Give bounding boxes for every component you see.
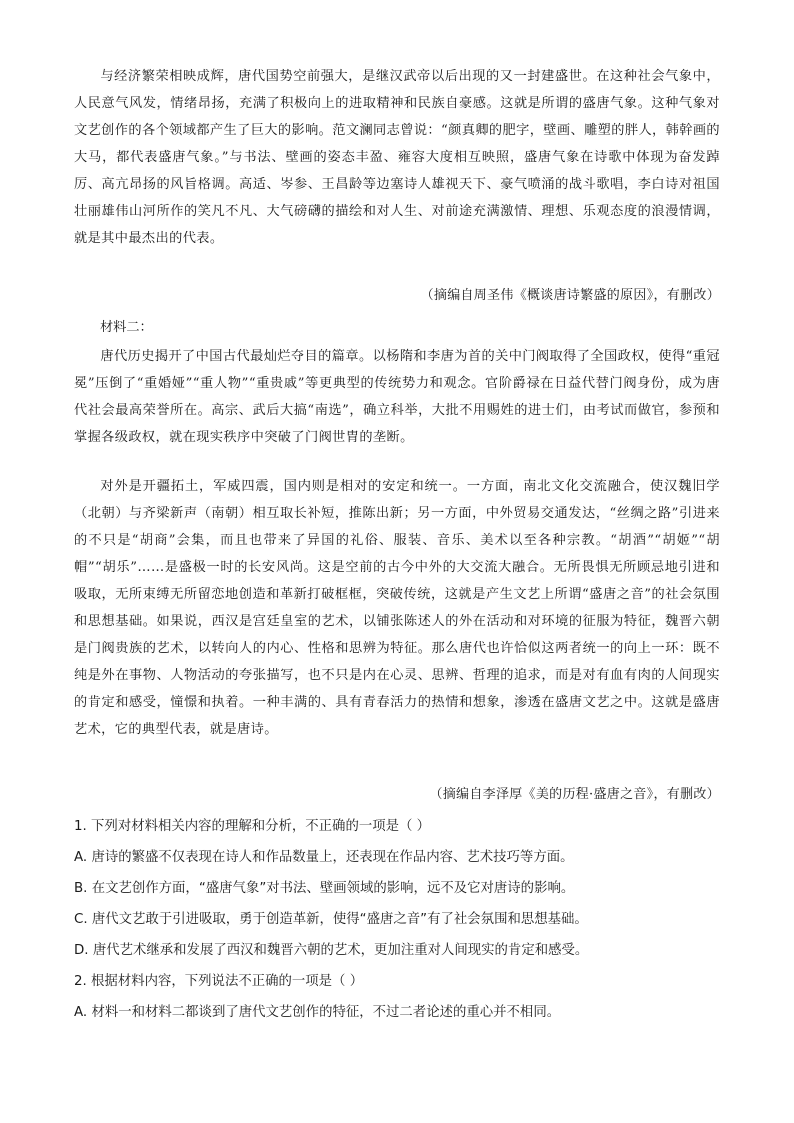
source-citation-2: （摘编自李泽厚《美的历程·盛唐之音》，有删改） [429, 787, 720, 802]
question-1-option-b: B. 在文艺创作方面，“盛唐气象”对书法、壁画领域的影响，远不及它对唐诗的影响。 [74, 881, 575, 896]
material-2-paragraph-2: 对外是开疆拓土，军威四震，国内则是相对的安定和统一。一方面，南北文化交流融合，使汉魏旧学（北朝）与齐梁新声（南朝）相互取长补短，推陈出新；另一方面，中外贸易交通发达，“丝绸之路”引进来的不只是“胡商”会集，而且也带来了异国的礼俗、服装、音乐、美术以至各种宗教。“胡酒”“胡姬”“胡帽”“胡乐”……是盛极一时的长安风尚。这是空前的古今中外的大交流大融合。无所畏惧无所顾忌地引进和吸取，无所束缚无所留恋地创造和革新打破框框，突破传统，这就是产生文艺上所谓“盛唐之音”的社会氛围和思想基础。如果说，西汉是宫廷皇室的艺术，以铺张陈述人的外在活动和对环境的征服为特征，魏晋六朝是门阀贵族的艺术，以转向人的内心、性格和思辨为特征。那么唐代也许恰似这两者统一的向上一环：既不纯是外在事物、人物活动的夸张描写，也不只是内在心灵、思辨、哲理的追求，而是对有血有肉的人间现实的肯定和感受，憧憬和执着。一种丰满的、具有青春活力的热情和想象，渗透在盛唐文艺之中。这就是盛唐艺术，它的典型代表，就是唐诗。 [74, 479, 720, 737]
question-1-option-d: D. 唐代艺术继承和发展了西汉和魏晋六朝的艺术，更加注重对人间现实的肯定和感受。 [74, 943, 589, 958]
question-1-option-a: A. 唐诗的繁盛不仅表现在诗人和作品数量上，还表现在作品内容、艺术技巧等方面。 [74, 850, 574, 865]
material-2-heading: 材料二： [100, 320, 153, 335]
material-2-paragraph-1: 唐代历史揭开了中国古代最灿烂夺目的篇章。以杨隋和李唐为首的关中门阀取得了全国政权，使得“重冠冕”压倒了“重婚娅”“重人物”“重贵戚”等更典型的传统势力和观念。官阶爵禄在日益代替门阀身份，成为唐代社会最高荣誉所在。高宗、武后大搞“南选”，确立科举，大批不用赐姓的进士们，由考试而做官，参预和掌握各级政权，就在现实秩序中突破了门阀世胄的垄断。 [74, 349, 720, 445]
question-2-option-a: A. 材料一和材料二都谈到了唐代文艺创作的特征，不过二者论述的重心并不相同。 [74, 1005, 561, 1020]
question-2-stem: 2. 根据材料内容，下列说法不正确的一项是（ ） [74, 974, 364, 989]
question-1-stem: 1. 下列对材料相关内容的理解和分析，不正确的一项是（ ） [74, 819, 431, 834]
question-1-option-c: C. 唐代文艺敢于引进吸取，勇于创造革新，使得“盛唐之音”有了社会氛围和思想基础。 [74, 912, 588, 927]
passage-paragraph-1: 与经济繁荣相映成辉，唐代国势空前强大，是继汉武帝以后出现的又一封建盛世。在这种社会气象中，人民意气风发，情绪昂扬，充满了积极向上的进取精神和民族自豪感。这就是所谓的盛唐气象。这种气象对文艺创作的各个领域都产生了巨大的影响。范文澜同志曾说：“颜真卿的肥字，壁画、雕塑的胖人，韩幹画的大马，都代表盛唐气象。”与书法、壁画的姿态丰盈、雍容大度相互映照，盛唐气象在诗歌中体现为奋发踔厉、高亢昂扬的风旨格调。高适、岑参、王昌龄等边塞诗人雄视天下、豪气喷涌的战斗歌唱，李白诗对祖国壮丽雄伟山河所作的笑凡不凡、大气磅礴的描绘和对人生、对前途充满激情、理想、乐观态度的浪漫情调，就是其中最杰出的代表。 [74, 69, 720, 246]
source-citation-1: （摘编自周圣伟《概谈唐诗繁盛的原因》，有删改） [420, 288, 720, 303]
